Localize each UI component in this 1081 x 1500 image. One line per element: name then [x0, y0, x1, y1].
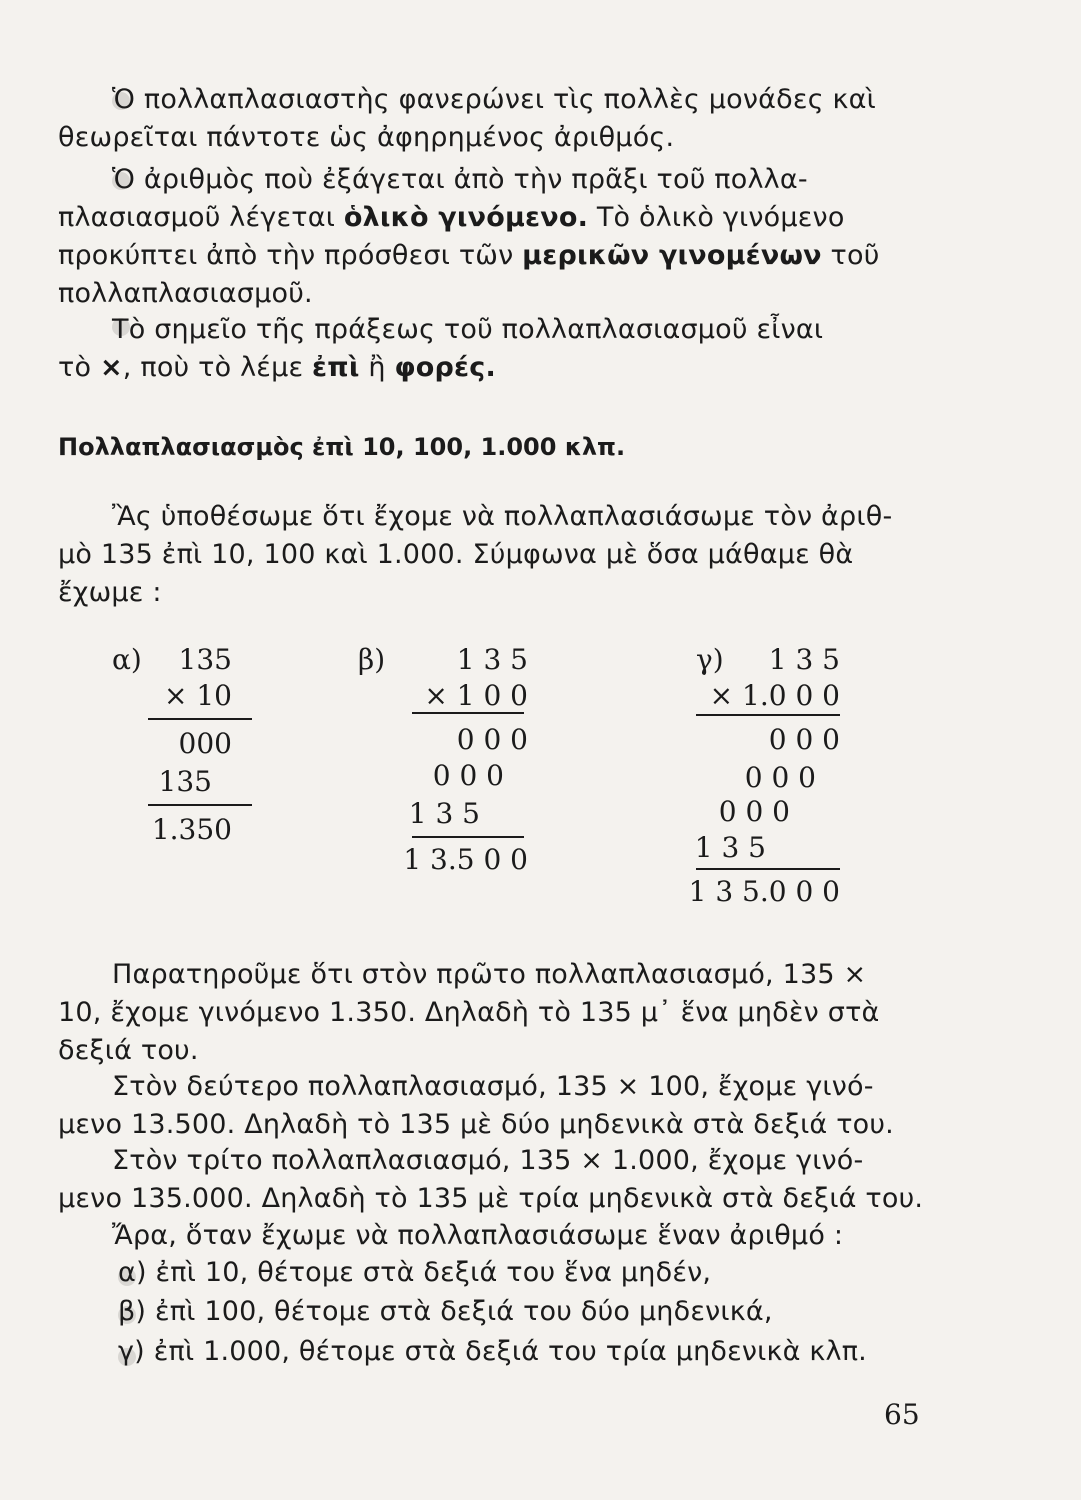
paragraph-line	[58, 236, 880, 276]
multiplier: × 1.0 0 0	[709, 679, 840, 712]
text-run: ἢ	[359, 352, 395, 383]
times-sign: ×	[99, 352, 123, 383]
paragraph-line: δεξιά του.	[58, 1035, 199, 1066]
section-heading: Πολλαπλασιασμὸς ἐπὶ 10, 100, 1.000 κλπ.	[58, 433, 626, 461]
paragraph-line: μενο 135.000. Δηλαδὴ τὸ 135 μὲ τρία μηδενικὰ στὰ δεξιά του.	[58, 1183, 924, 1214]
text-run: , ποὺ τὸ λέμε	[122, 352, 313, 383]
rule-line	[696, 714, 840, 716]
rule-line	[148, 718, 252, 720]
paragraph-line: Τὸ σημεῖο τῆς πράξεως τοῦ πολλαπλασιασμοῦ εἶναι	[112, 314, 824, 345]
paragraph-line: πολλαπλασιασμοῦ.	[58, 278, 313, 309]
partial-product: 0 0 0	[744, 761, 816, 794]
multiplicand: 1 3 5	[768, 643, 840, 676]
paragraph-line	[58, 198, 845, 238]
rule-item: γ) ἐπὶ 1.000, θέτομε στὰ δεξιά του τρία μηδενικὰ κλπ.	[118, 1336, 867, 1367]
paragraph-line	[58, 348, 496, 388]
partial-product: 0 0 0	[432, 759, 504, 792]
total-product: 1.350	[151, 813, 232, 846]
partial-product: 135	[158, 765, 212, 798]
partial-product: 0 0 0	[456, 723, 528, 756]
total-product: 1 3.5 0 0	[403, 843, 528, 876]
paragraph-line: Ὁ πολλαπλασιαστὴς φανερώνει τὶς πολλὲς μονάδες καὶ	[112, 84, 876, 115]
rule-line	[412, 836, 524, 838]
paragraph-line: Ἂς ὑποθέσωμε ὅτι ἔχομε νὰ πολλαπλασιάσωμε τὸν ἀριθ-	[112, 501, 893, 532]
text-run: πλασιασμοῦ λέγεται	[58, 202, 344, 233]
paragraph-line: Παρατηροῦμε ὅτι στὸν πρῶτο πολλαπλασιασμό, 135 ×	[112, 959, 867, 990]
partial-product: 0 0 0	[768, 723, 840, 756]
paragraph-line: μενο 13.500. Δηλαδὴ τὸ 135 μὲ δύο μηδενικὰ στὰ δεξιά του.	[58, 1109, 894, 1140]
term-epi: ἐπὶ	[312, 352, 360, 383]
term-partial-products: μερικῶν γινομένων	[522, 240, 822, 271]
partial-product: 000	[178, 727, 232, 760]
paragraph-line: ἔχωμε :	[58, 577, 162, 608]
page-number: 65	[884, 1398, 920, 1431]
total-product: 1 3 5.0 0 0	[688, 875, 840, 908]
example-label: α)	[112, 643, 142, 676]
paragraph-line: Στὸν δεύτερο πολλαπλασιασμό, 135 × 100, ἔχομε γινό-	[112, 1071, 874, 1102]
paragraph-line: μὸ 135 ἐπὶ 10, 100 καὶ 1.000. Σύμφωνα μὲ ὅσα μάθαμε θὰ	[58, 539, 854, 570]
rule-item: α) ἐπὶ 10, θέτομε στὰ δεξιά του ἕνα μηδέν,	[118, 1257, 712, 1288]
multiplicand: 1 3 5	[456, 643, 528, 676]
multiplicand: 135	[178, 643, 232, 676]
multiplier: × 1 0 0	[424, 679, 528, 712]
term-total-product: ὁλικὸ γινόμενο.	[343, 202, 589, 233]
rule-line	[148, 804, 252, 806]
paragraph-line: Ἄρα, ὅταν ἔχωμε νὰ πολλαπλασιάσωμε ἕναν ἀριθμό :	[112, 1220, 844, 1251]
partial-product: 1 3 5	[694, 831, 766, 864]
paragraph-line: Στὸν τρίτο πολλαπλασιασμό, 135 × 1.000, ἔχομε γινό-	[112, 1145, 864, 1176]
partial-product: 1 3 5	[408, 797, 480, 830]
paragraph-line: Ὁ ἀριθμὸς ποὺ ἐξάγεται ἀπὸ τὴν πρᾶξι τοῦ πολλα-	[112, 164, 808, 195]
text-run: Τὸ ὁλικὸ γινόμενο	[588, 202, 845, 233]
multiplier: × 10	[164, 679, 232, 712]
rule-item: β) ἐπὶ 100, θέτομε στὰ δεξιά του δύο μηδενικά,	[118, 1296, 773, 1327]
term-fores: φορές.	[394, 352, 496, 383]
text-run: τοῦ	[821, 240, 880, 271]
text-run: τὸ	[58, 352, 100, 383]
example-label: β)	[358, 643, 386, 676]
rule-line	[412, 712, 524, 714]
partial-product: 0 0 0	[718, 795, 790, 828]
paragraph-line: 10, ἔχομε γινόμενο 1.350. Δηλαδὴ τὸ 135 μ᾽ ἕνα μηδὲν στὰ	[58, 997, 880, 1028]
example-label: γ)	[696, 643, 724, 676]
rule-line	[696, 868, 840, 870]
text-run: προκύπτει ἀπὸ τὴν πρόσθεσι τῶν	[58, 240, 523, 271]
paragraph-line: θεωρεῖται πάντοτε ὡς ἀφηρημένος ἀριθμός.	[58, 122, 675, 153]
